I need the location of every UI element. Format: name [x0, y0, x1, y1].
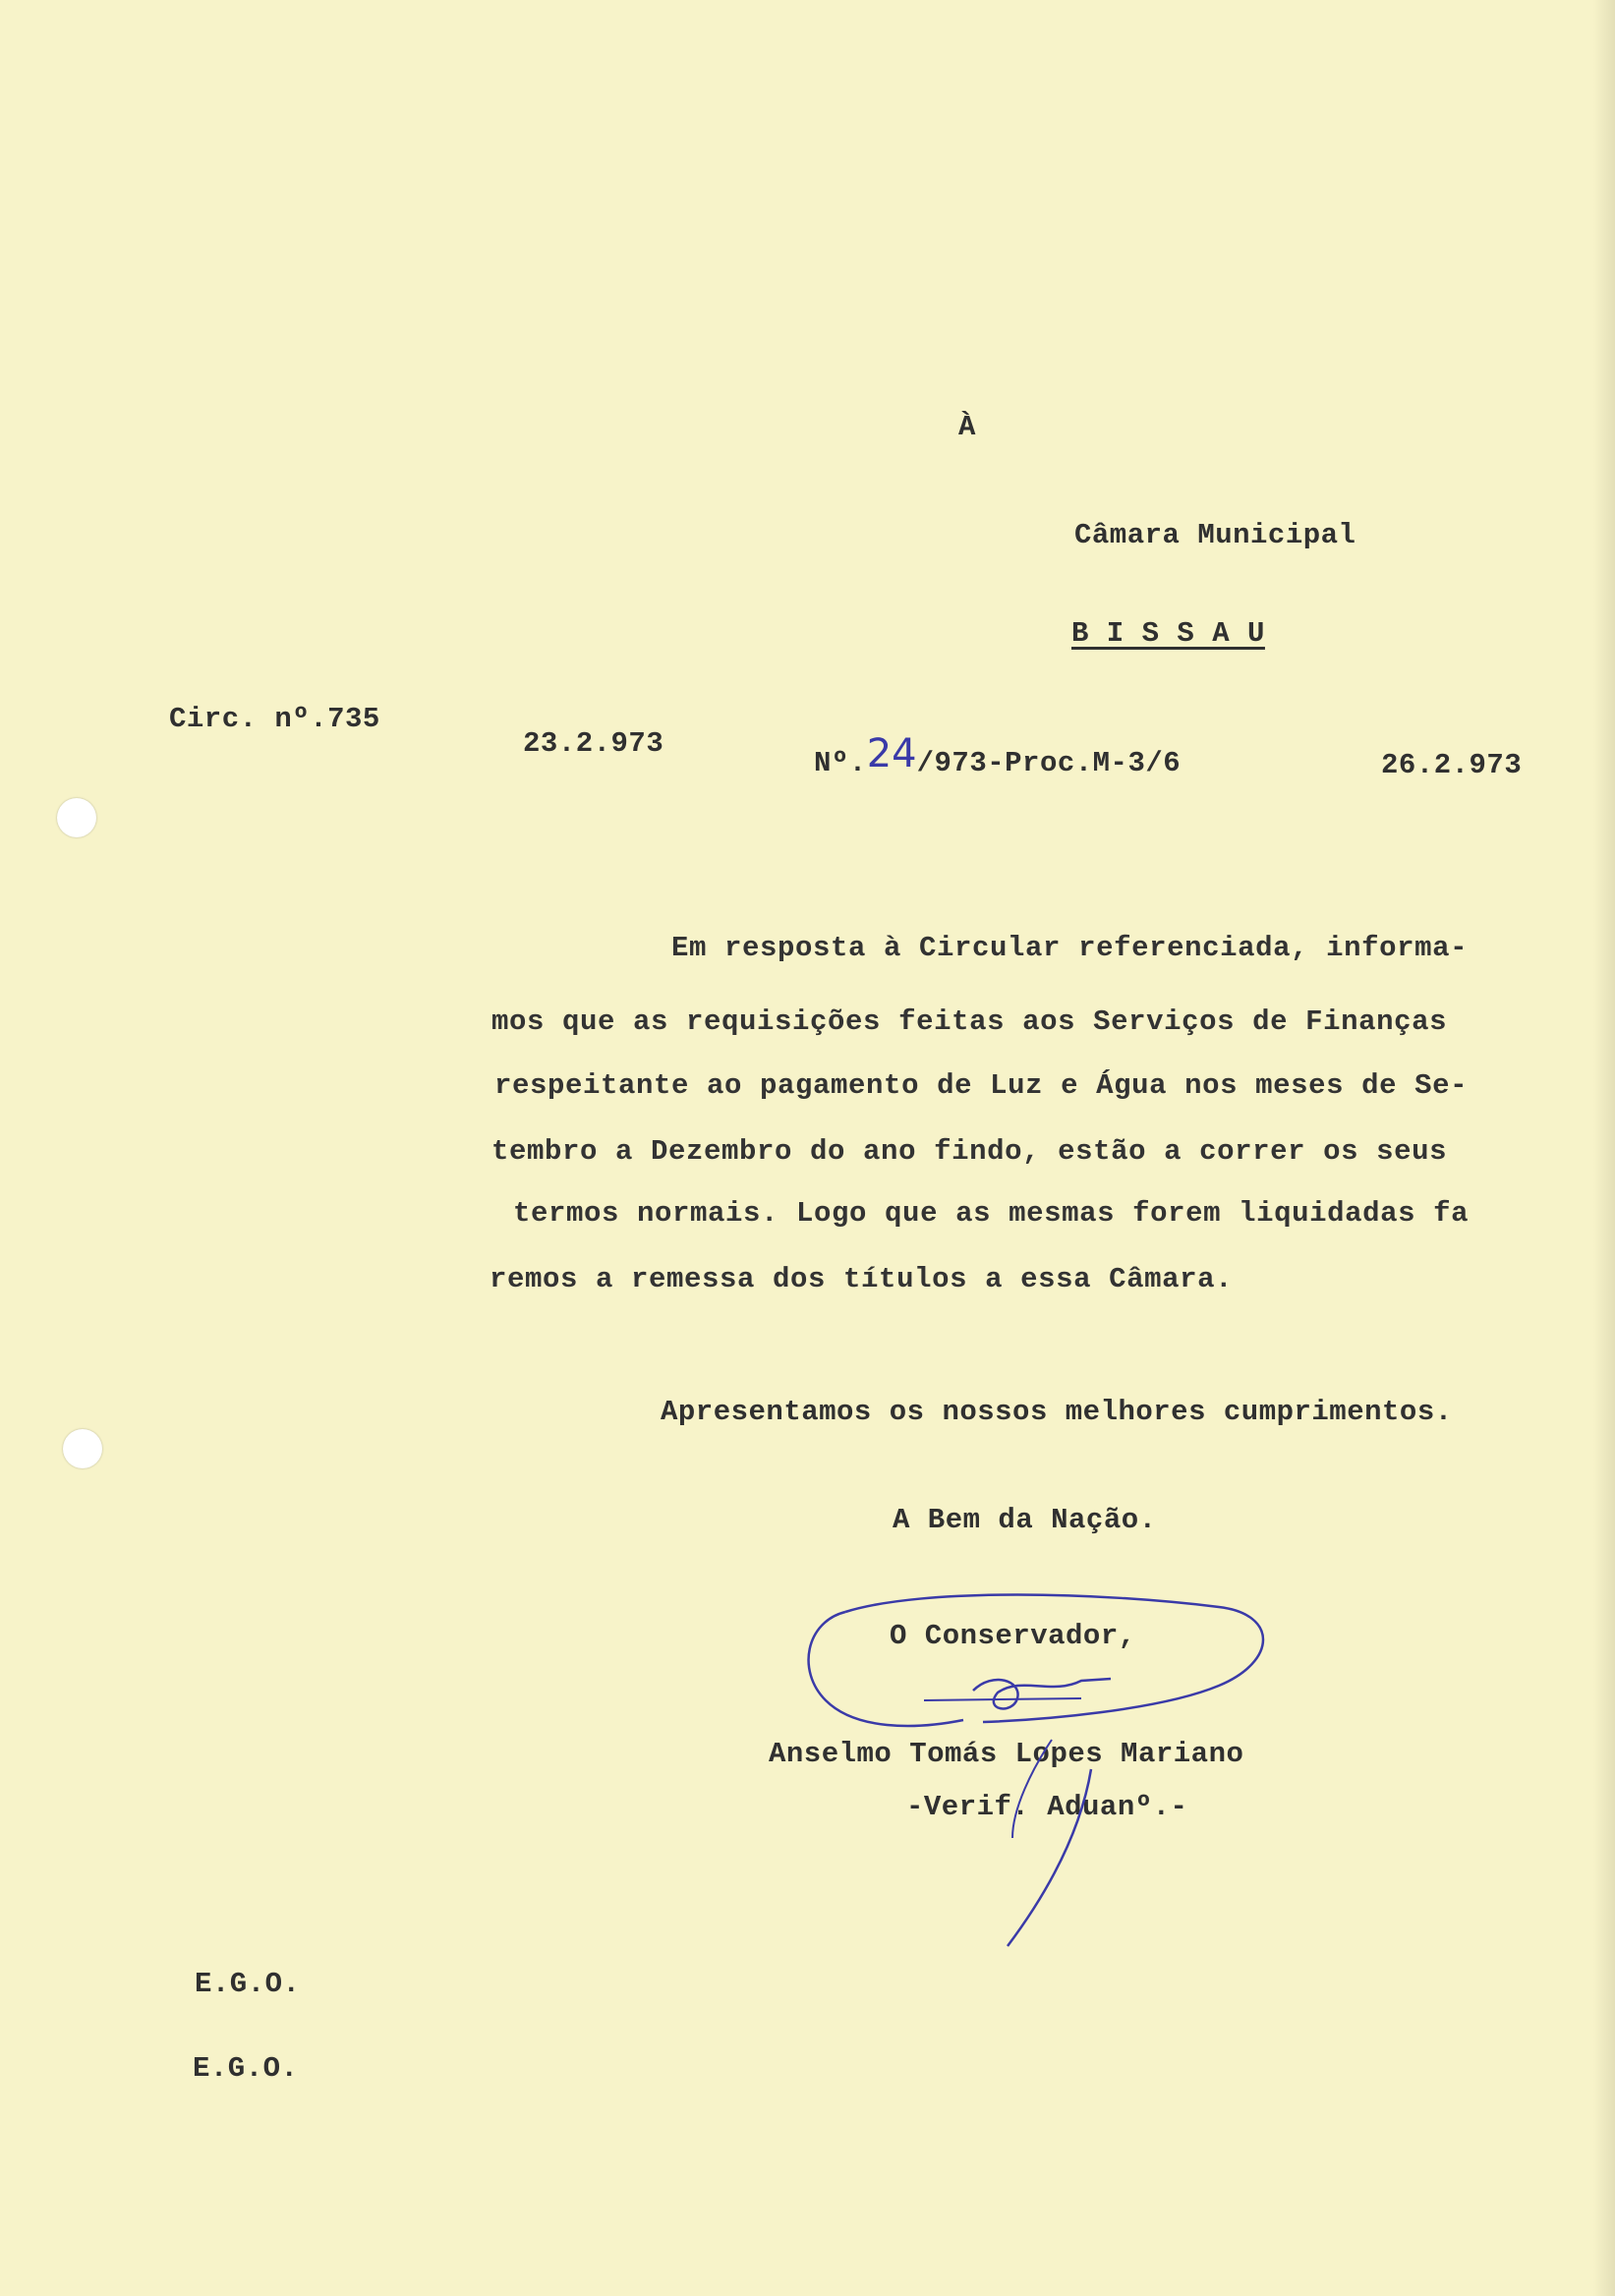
body-line: respeitante ao pagamento de Luz e Água nos meses de Se-: [494, 1069, 1469, 1102]
body-line: Em resposta à Circular referenciada, informa-: [671, 932, 1469, 964]
letter-number-suffix: /973-Proc.M-3/6: [916, 747, 1182, 779]
initials-second: E.G.O.: [193, 2052, 299, 2085]
punch-hole-top: [57, 798, 96, 837]
body-line: tembro a Dezembro do ano findo, estão a correr os seus: [491, 1135, 1448, 1168]
handwritten-number: 24: [866, 731, 917, 776]
letter-date: 26.2.973: [1381, 749, 1523, 781]
recipient: Câmara Municipal: [1074, 519, 1356, 551]
motto: A Bem da Nação.: [893, 1504, 1157, 1536]
page-edge-shadow: [1593, 0, 1615, 2296]
handwritten-signature: [786, 1582, 1298, 1966]
circular-reference: Circ. nº.735: [169, 703, 380, 735]
signer-role: -Verif. Aduanº.-: [906, 1791, 1188, 1823]
circular-date: 23.2.973: [523, 727, 664, 760]
initials-first: E.G.O.: [195, 1968, 301, 2000]
signer-title: O Conservador,: [890, 1620, 1136, 1652]
letter-number-prefix: Nº.: [814, 747, 867, 779]
body-line: remos a remessa dos títulos a essa Câmara.: [490, 1263, 1234, 1295]
signer-name: Anselmo Tomás Lopes Mariano: [769, 1738, 1244, 1770]
punch-hole-bottom: [63, 1429, 102, 1468]
body-line: termos normais. Logo que as mesmas forem liquidadas fa: [513, 1197, 1470, 1230]
closing-greeting: Apresentamos os nossos melhores cumprimentos.: [661, 1396, 1453, 1428]
body-line: mos que as requisições feitas aos Serviços de Finanças: [491, 1005, 1448, 1038]
letter-number: [814, 731, 1182, 780]
recipient-city: B I S S A U: [1071, 617, 1265, 650]
salutation: À: [958, 411, 976, 443]
